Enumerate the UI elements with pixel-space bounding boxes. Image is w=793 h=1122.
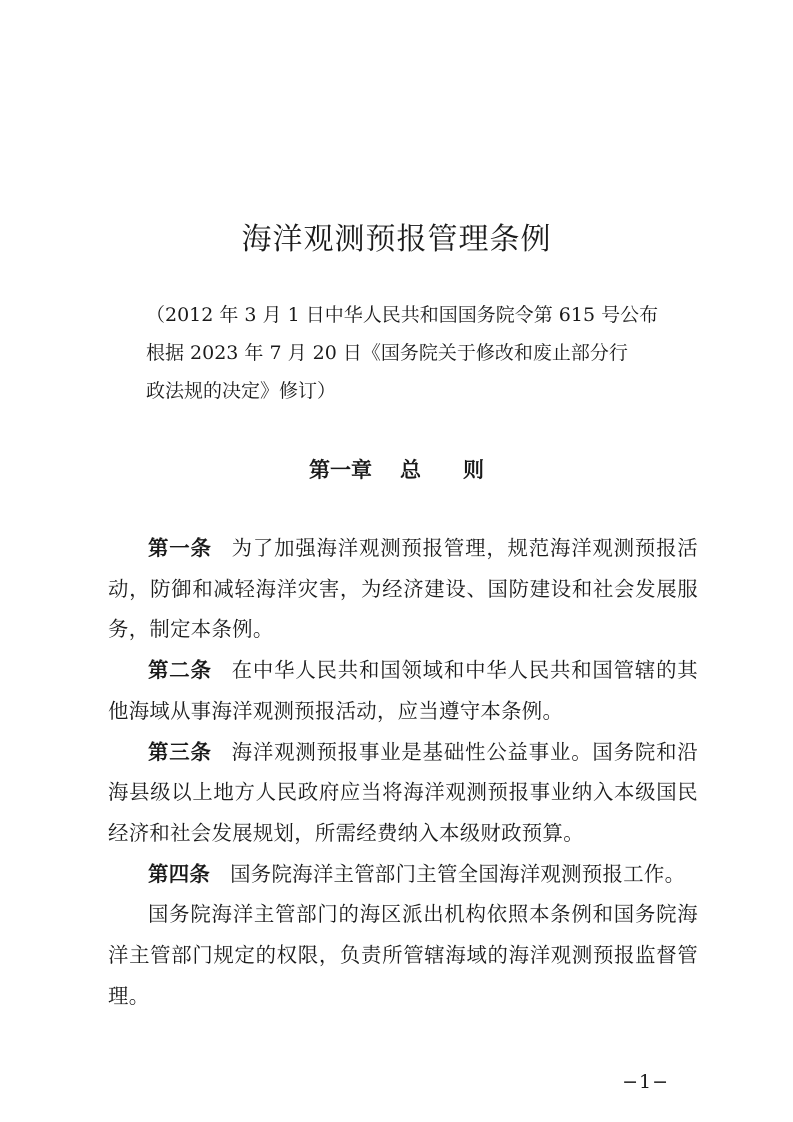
chapter-title-char: 总	[400, 458, 421, 482]
chapter-number: 第一章	[309, 458, 372, 482]
article-text: 为了加强海洋观测预报管理，规范海洋观测预报活动，防御和减轻海洋灾害，为经济建设、国防建设和社会发展服务，制定本条例。	[108, 536, 698, 642]
article-1	[108, 528, 698, 650]
article-label: 第二条	[148, 658, 212, 683]
chapter-heading	[0, 454, 793, 484]
article-4	[108, 854, 698, 895]
note-line: 政法规的决定》修订）	[146, 380, 337, 402]
article-text: 海洋观测预报事业是基础性公益事业。国务院和沿海县级以上地方人民政府应当将海洋观测预报事业纳入本级国民经济和社会发展规划，所需经费纳入本级财政预算。	[108, 739, 698, 845]
page-number: −1−	[622, 1071, 669, 1093]
article-2	[108, 650, 698, 731]
article-3	[108, 732, 698, 854]
article-label: 第四条	[148, 861, 211, 886]
article-text: 在中华人民共和国领域和中华人民共和国管辖的其他海域从事海洋观测预报活动，应当遵守本条例。	[108, 658, 698, 723]
promulgation-note	[146, 296, 686, 410]
article-text: 国务院海洋主管部门的海区派出机构依照本条例和国务院海洋主管部门规定的权限，负责所管辖海域的海洋观测预报监督管理。	[108, 902, 698, 1008]
note-line: 根据 2023 年 7 月 20 日《国务院关于修改和废止部分行	[146, 342, 628, 364]
article-label: 第一条	[148, 536, 212, 560]
note-line: （2012 年 3 月 1 日中华人民共和国国务院令第 615 号公布	[146, 304, 659, 326]
document-title: 海洋观测预报管理条例	[241, 222, 552, 257]
chapter-title-char: 则	[463, 458, 484, 482]
article-4-paragraph-2	[108, 894, 698, 1016]
article-text: 国务院海洋主管部门主管全国海洋观测预报工作。	[230, 861, 686, 886]
article-label: 第三条	[148, 739, 212, 764]
document-body	[108, 528, 698, 1016]
